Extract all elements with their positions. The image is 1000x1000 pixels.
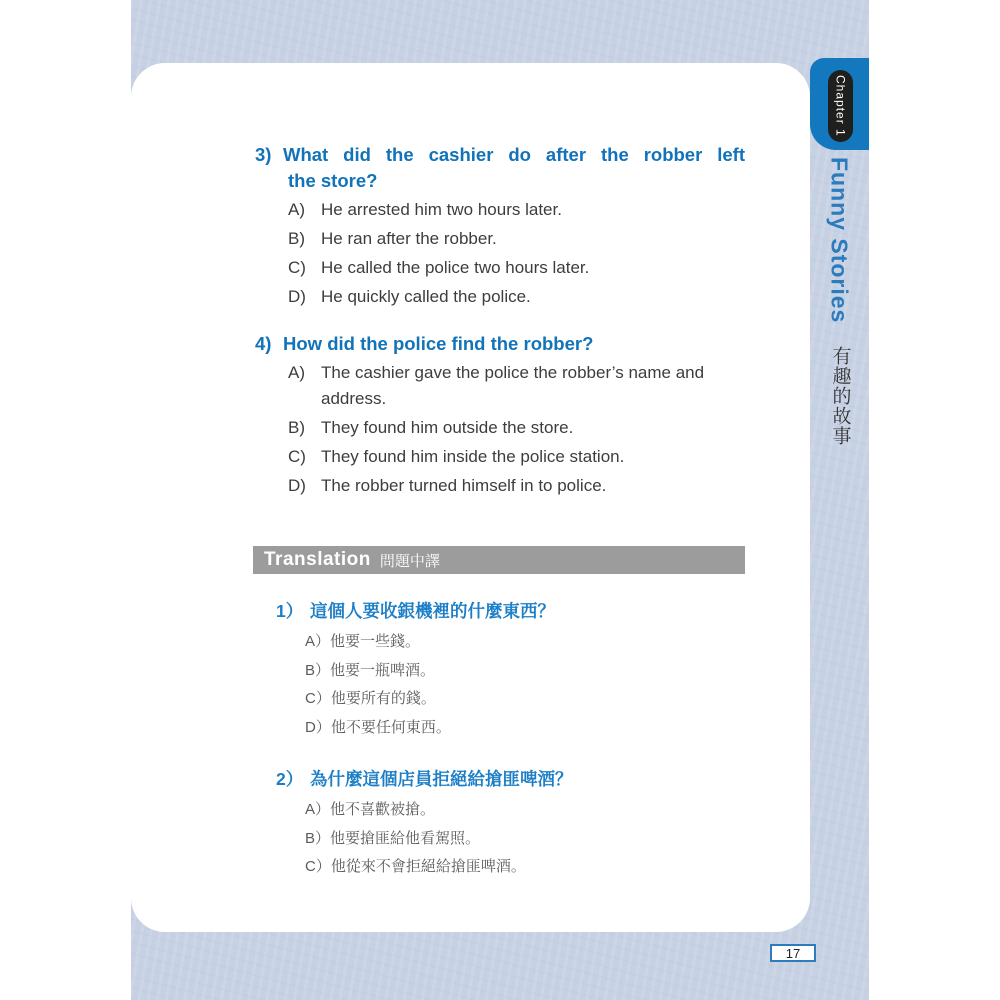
chinese-question-1	[276, 600, 746, 747]
answer-option	[305, 858, 746, 876]
option-text: 他不要任何東西。	[330, 718, 451, 736]
chapter-sidebar	[810, 58, 869, 446]
question-number: 1）	[276, 601, 304, 621]
english-question-3	[255, 142, 747, 313]
translation-header-bar	[253, 546, 745, 574]
question-number: 2）	[276, 769, 304, 789]
question-heading-line: the store?	[288, 170, 378, 191]
answer-option	[305, 830, 746, 848]
option-text: He arrested him two hours later.	[321, 200, 562, 219]
option-text: 他要搶匪給他看駕照。	[330, 829, 481, 847]
answer-option	[288, 444, 746, 470]
chapter-title-vertical	[826, 157, 854, 446]
option-label: A)	[288, 200, 305, 219]
answer-option	[288, 360, 746, 412]
option-label: B)	[288, 418, 305, 437]
option-text: 他不喜歡被搶。	[330, 801, 436, 818]
option-text: They found him outside the store.	[321, 418, 574, 437]
option-text: The cashier gave the police the robber’s name and address.	[321, 363, 705, 408]
option-label: D)	[288, 287, 306, 306]
question-number: 4)	[255, 333, 272, 354]
question-heading	[255, 331, 747, 357]
answer-option	[288, 284, 746, 310]
page-number-box	[770, 944, 816, 962]
option-label: C）	[305, 858, 331, 875]
chapter-badge	[828, 70, 853, 142]
question-heading	[276, 600, 746, 622]
question-heading-line: What did the cashier do after the robber left	[283, 144, 745, 165]
option-label: D)	[288, 476, 306, 495]
answer-option	[305, 801, 746, 819]
question-heading	[276, 768, 746, 790]
translation-subtitle: 問題中譯	[379, 553, 440, 570]
option-label: B)	[288, 229, 305, 248]
option-text: 他要一些錢。	[330, 633, 421, 650]
option-text: 他要所有的錢。	[330, 690, 436, 707]
page-number: 17	[785, 945, 801, 961]
answer-option	[288, 255, 746, 281]
english-question-4	[255, 331, 747, 502]
answer-option	[288, 415, 746, 441]
option-label: B）	[305, 829, 331, 847]
option-label: A）	[305, 633, 331, 650]
option-label: A)	[288, 363, 305, 382]
answer-option	[305, 662, 746, 680]
question-number: 3)	[255, 144, 272, 165]
option-text: 他從來不會拒絕給搶匪啤酒。	[330, 858, 526, 875]
option-label: A）	[305, 801, 331, 818]
option-text: He ran after the robber.	[321, 229, 497, 248]
option-text: He quickly called the police.	[321, 287, 531, 306]
translation-title: Translation	[264, 549, 371, 570]
answer-option	[288, 473, 746, 499]
chapter-tab	[810, 58, 869, 150]
chapter-label: Chapter 1	[833, 75, 848, 137]
answer-option	[305, 633, 746, 651]
answer-option	[288, 226, 746, 252]
question-heading	[255, 142, 747, 194]
question-heading-line: How did the police find the robber?	[283, 333, 594, 354]
option-text: He called the police two hours later.	[321, 258, 590, 277]
option-text: They found him inside the police station.	[321, 447, 625, 466]
answer-option	[305, 690, 746, 708]
option-label: D）	[305, 718, 331, 736]
option-label: C）	[305, 690, 331, 707]
option-text: The robber turned himself in to police.	[321, 476, 607, 495]
option-label: C)	[288, 258, 306, 277]
option-text: 他要一瓶啤酒。	[330, 661, 436, 679]
answer-option	[288, 197, 746, 223]
option-label: B）	[305, 661, 331, 679]
answer-option	[305, 719, 746, 737]
chinese-question-2	[276, 768, 746, 887]
chapter-title-english: Funny Stories	[826, 157, 853, 324]
question-text: 這個人要收銀機裡的什麼東西？	[310, 601, 555, 621]
question-text: 為什麼這個店員拒絕給搶匪啤酒？	[310, 769, 573, 789]
chapter-title-chinese: 有趣的故事	[829, 345, 851, 446]
option-label: C)	[288, 447, 306, 466]
